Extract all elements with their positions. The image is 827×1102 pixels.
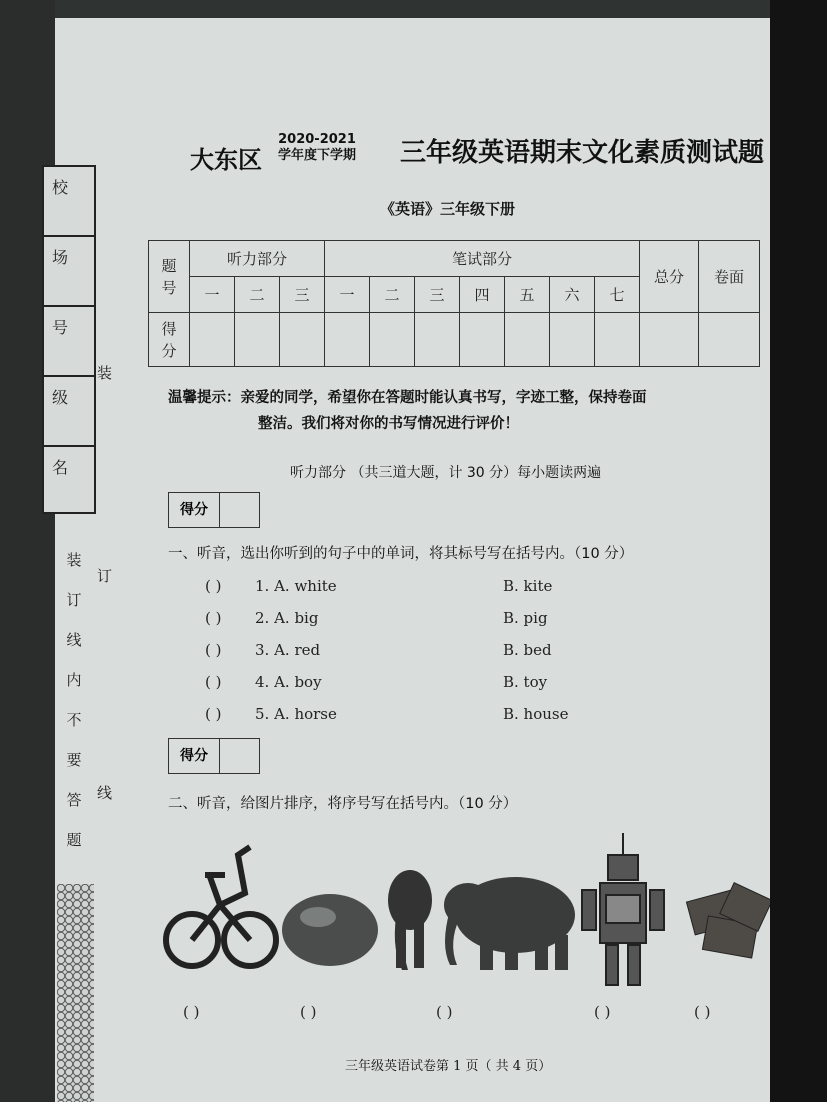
- bike-picture: [166, 847, 276, 966]
- col-label: 二: [235, 277, 280, 313]
- answer-blank[interactable]: ( ): [205, 641, 222, 659]
- school-year: [278, 132, 356, 164]
- score-cell[interactable]: [235, 313, 280, 367]
- option-b: B. toy: [503, 673, 548, 691]
- score-cell[interactable]: [370, 313, 415, 367]
- answer-blank[interactable]: ( ): [205, 609, 222, 627]
- page-footer: 三年级英语试卷第 1 页（ 共 4 页）: [345, 1059, 552, 1074]
- score-cell[interactable]: [460, 313, 505, 367]
- score-box-input[interactable]: [220, 493, 259, 527]
- score-cell[interactable]: [190, 313, 235, 367]
- question-row: [205, 673, 605, 695]
- order-blank[interactable]: ( ): [436, 1003, 453, 1021]
- photo-right-edge: [770, 0, 827, 1102]
- row-label-score: [149, 313, 190, 367]
- label-char: 得: [161, 319, 177, 338]
- score-box-label: 得分: [169, 493, 220, 527]
- binding-mark: 订: [97, 567, 113, 585]
- photo-top-edge: [55, 0, 770, 18]
- score-cell[interactable]: [280, 313, 325, 367]
- label-char: 题: [161, 256, 177, 275]
- col-label: 五: [505, 277, 550, 313]
- answer-blank[interactable]: ( ): [205, 705, 222, 723]
- col-label: 四: [460, 277, 505, 313]
- question-row: [205, 705, 605, 727]
- subtitle: 《英语》三年级下册: [380, 200, 516, 218]
- option-a: 2. A. big: [255, 609, 319, 627]
- score-box: [168, 738, 260, 774]
- listening-header: 听力部分: [190, 241, 325, 277]
- tip-line: 整洁。我们将对你的书写情况进行评价！: [258, 416, 519, 432]
- order-blank[interactable]: ( ): [594, 1003, 611, 1021]
- score-box: [168, 492, 260, 528]
- written-header: 笔试部分: [325, 241, 640, 277]
- tip-line: 温馨提示：亲爱的同学，希望你在答题时能认真书写，字迹工整，保持卷面: [168, 390, 647, 406]
- question-row: [205, 577, 605, 599]
- score-cell[interactable]: [699, 313, 760, 367]
- score-box-input[interactable]: [220, 739, 259, 773]
- option-a: 4. A. boy: [255, 673, 322, 691]
- score-cell[interactable]: [640, 313, 699, 367]
- binding-cell: 校: [44, 167, 94, 237]
- lemon-picture: [282, 894, 378, 966]
- robot-picture: [582, 833, 664, 985]
- question-row: [205, 609, 605, 631]
- answer-blank[interactable]: ( ): [205, 577, 222, 595]
- col-label: 三: [280, 277, 325, 313]
- col-label: 一: [325, 277, 370, 313]
- score-table: [148, 240, 760, 367]
- binding-info-table: [42, 165, 96, 514]
- exam-title: [190, 128, 775, 178]
- district-label: 大东区: [190, 146, 262, 174]
- binding-cell: 名: [52, 458, 69, 477]
- notice-char: 内: [66, 671, 82, 689]
- score-cell[interactable]: [415, 313, 460, 367]
- section2-heading: 二、听音，给图片排序，将序号写在括号内。（10 分）: [168, 796, 518, 812]
- biscuits-picture: [686, 883, 770, 958]
- binding-cell: 级: [44, 377, 94, 447]
- total-header: 总分: [640, 241, 699, 313]
- option-b: B. bed: [503, 641, 552, 659]
- question-row: [205, 641, 605, 663]
- elephant-picture: [388, 870, 432, 970]
- col-label: 二: [370, 277, 415, 313]
- picture-strip: [150, 825, 770, 995]
- binding-notice: [63, 540, 85, 860]
- binding-cell: 场: [44, 237, 94, 307]
- option-b: B. pig: [503, 609, 548, 627]
- score-cell[interactable]: [505, 313, 550, 367]
- notice-char: 要: [66, 751, 82, 769]
- binding-cell: 号: [44, 307, 94, 377]
- option-b: B. kite: [503, 577, 553, 595]
- answer-blank[interactable]: ( ): [205, 673, 222, 691]
- term-text: 学年度下学期: [278, 148, 357, 163]
- section1-heading: 一、听音，选出你听到的句子中的单词，将其标号写在括号内。（10 分）: [168, 546, 634, 562]
- binding-mark: 装: [97, 364, 113, 382]
- notice-char: 装: [66, 551, 82, 569]
- row-label-number: [149, 241, 190, 313]
- option-a: 1. A. white: [255, 577, 337, 595]
- col-label: 三: [415, 277, 460, 313]
- notice-char: 答: [66, 791, 82, 809]
- main-title: 三年级英语期末文化素质测试题: [400, 138, 765, 168]
- option-a: 5. A. horse: [255, 705, 337, 723]
- score-cell[interactable]: [595, 313, 640, 367]
- order-blank[interactable]: ( ): [183, 1003, 200, 1021]
- score-cell[interactable]: [325, 313, 370, 367]
- elephant-picture: [444, 877, 575, 970]
- neatness-header: 卷面: [699, 241, 760, 313]
- col-label: 一: [190, 277, 235, 313]
- order-blank[interactable]: ( ): [300, 1003, 317, 1021]
- notice-char: 不: [66, 711, 82, 729]
- score-cell[interactable]: [550, 313, 595, 367]
- honeycomb-pattern: [57, 884, 94, 1102]
- label-char: 号: [161, 278, 177, 297]
- warm-tip: [168, 385, 753, 437]
- option-a: 3. A. red: [255, 641, 321, 659]
- notice-char: 线: [66, 631, 82, 649]
- notice-char: 订: [66, 591, 82, 609]
- binding-mark: 线: [97, 784, 113, 802]
- col-label: 七: [595, 277, 640, 313]
- order-blank[interactable]: ( ): [694, 1003, 711, 1021]
- notice-char: 题: [66, 831, 82, 849]
- year-text: 2020-2021: [278, 132, 356, 147]
- col-label: 六: [550, 277, 595, 313]
- label-char: 分: [161, 341, 177, 360]
- listening-section-header: 听力部分 （共三道大题，计 30 分）每小题读两遍: [290, 465, 602, 481]
- score-box-label: 得分: [169, 739, 220, 773]
- option-b: B. house: [503, 705, 569, 723]
